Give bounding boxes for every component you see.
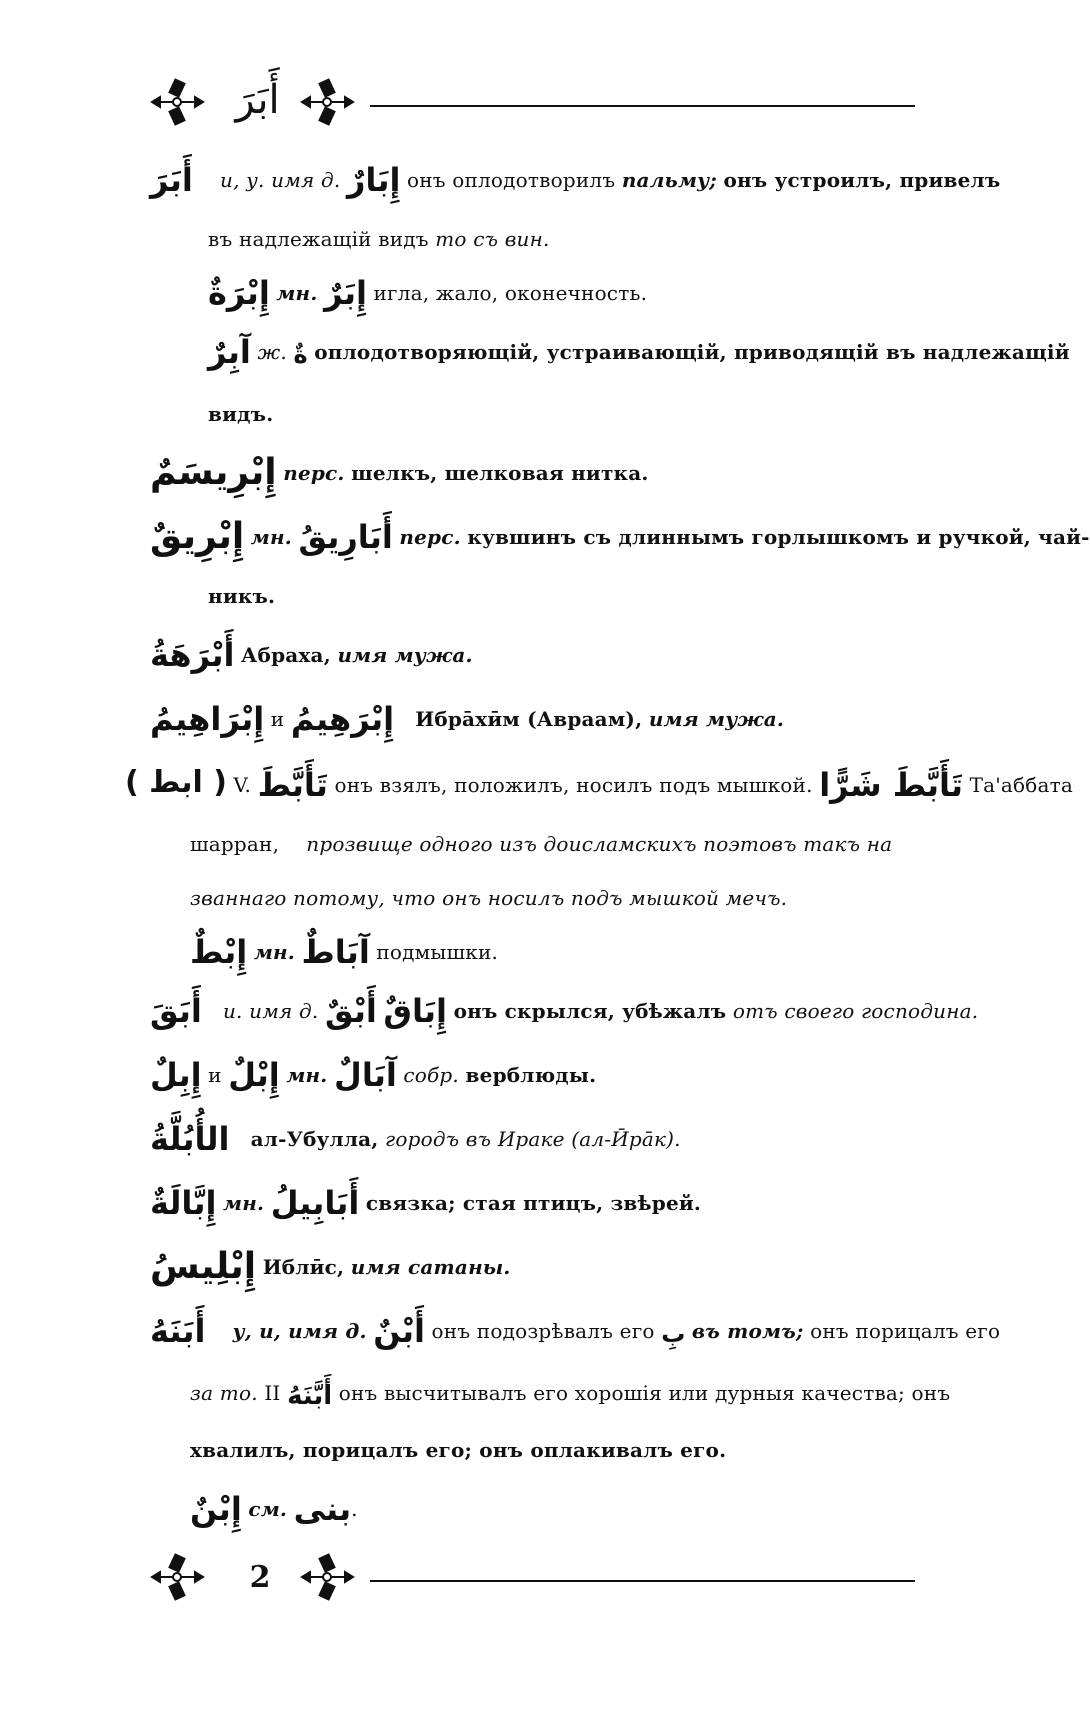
definition-italic: имя сатаны.: [350, 1255, 511, 1279]
arabic-form: آبَاطٌ: [301, 933, 370, 971]
arabic-form: أَبْنٌ: [373, 1312, 425, 1350]
plural-label: мн.: [253, 940, 295, 964]
grammar-label: и. имя д.: [222, 999, 319, 1023]
arabic-form: تَأَبَّطَ: [257, 766, 328, 804]
definition-text: онъ порицалъ его: [810, 1319, 1001, 1343]
entry-line: [150, 817, 920, 871]
definition-text: верблюды.: [465, 1063, 597, 1087]
plural-label: мн.: [286, 1063, 328, 1087]
entry-line: [150, 871, 920, 925]
definition-text: игла, жало, оконечность.: [373, 281, 648, 305]
headword: أَبْرَهَةُ: [150, 636, 235, 674]
entry-line: [150, 212, 920, 266]
entry-line: [150, 148, 1001, 212]
header-word: أَبَرَ: [235, 77, 280, 123]
definition-text: онъ взялъ, положилъ, носилъ подъ мышкой.: [334, 773, 813, 797]
name-text: ал-Убулла,: [250, 1127, 379, 1151]
definition-italic: прозвище одного изъ доисламскихъ поэтовъ такъ на: [306, 832, 893, 856]
arabic-form: إِبْطٌ: [190, 933, 248, 971]
headword: إِبْرِيقٌ: [150, 516, 245, 557]
grammar-label: у, и, имя д.: [232, 1319, 367, 1343]
entry-line: [150, 441, 920, 505]
definition-italic: пальму;: [621, 168, 717, 192]
entry-line: [150, 1423, 920, 1477]
definition-text: кувшинъ съ длиннымъ горлышкомъ и ручкой, чай-: [467, 525, 1090, 549]
arabic-form: إِبْنٌ: [190, 1490, 242, 1528]
entry-line: [150, 1043, 920, 1107]
arabic-form: بنى: [293, 1490, 352, 1528]
arabic-form: أَبَارِيقُ: [298, 518, 393, 556]
definition-italic: имя мужа.: [337, 643, 473, 667]
entry-line: [150, 1366, 951, 1423]
arabic-form: إِبَاقٌ: [383, 992, 448, 1030]
arabic-form: بِ: [661, 1320, 686, 1348]
definition-text: никъ.: [208, 584, 276, 608]
definition-text: связка; стая птицъ, звѣрей.: [365, 1191, 702, 1215]
plural-label: мн.: [250, 525, 292, 549]
definition-text: онъ скрылся, убѣжалъ: [453, 999, 727, 1023]
arabic-form: أَبْقٌ: [325, 992, 377, 1030]
collective-label: собр.: [403, 1063, 459, 1087]
definition-italic: имя мужа.: [648, 707, 785, 731]
entry-line: [150, 925, 920, 979]
arabic-form: إِبْرَهِيمُ: [290, 700, 395, 738]
conjunction-text: и: [270, 707, 285, 731]
plural-label: мн.: [222, 1191, 265, 1215]
language-label: перс.: [399, 525, 461, 549]
definition-text: подмышки.: [376, 940, 499, 964]
arabic-form: إِبْلٌ: [228, 1056, 280, 1094]
definition-italic: званнаго потому, что онъ носилъ подъ мышкой мечъ.: [190, 886, 788, 910]
definition-italic: въ томъ;: [691, 1319, 804, 1343]
definition-text: онъ подозрѣвалъ его: [431, 1319, 655, 1343]
entry-line: [150, 687, 920, 751]
definition-text: онъ оплодотворилъ: [406, 168, 616, 192]
definition-italic: то съ вин.: [435, 227, 550, 251]
arabic-form: أَبَّنَهُ: [287, 1381, 333, 1411]
definition-text: шелкъ, шелковая нитка.: [351, 461, 649, 485]
definition-text: видъ.: [208, 402, 274, 426]
period: .: [351, 1497, 358, 1521]
arabic-form: ةٌ: [293, 341, 308, 369]
arabic-form: آبَالٌ: [334, 1056, 397, 1094]
arabic-form: آبِرٌ: [208, 333, 251, 371]
headword: إِبْرَاهِيمُ: [150, 700, 265, 738]
name-text: Иблӣс,: [262, 1255, 345, 1279]
page-footer: [150, 1545, 915, 1615]
arabic-form: تَأَبَّطَ شَرًّا: [819, 766, 963, 804]
definition-text: въ надлежащій видъ: [208, 227, 429, 251]
language-label: перс.: [283, 461, 345, 485]
see-label: см.: [248, 1497, 288, 1521]
plural-label: мн.: [276, 281, 318, 305]
entry-line: [150, 1235, 920, 1299]
headword: إِبَّالَةٌ: [150, 1184, 217, 1222]
headword: إِبِلٌ: [150, 1056, 202, 1094]
headword: أَبَقَ: [150, 992, 202, 1030]
form-number: II: [264, 1381, 281, 1405]
form-number: V.: [233, 773, 252, 797]
definition-text: оплодотворяющій, устраивающій, приводящій въ надлежащій: [314, 340, 1070, 364]
entry-line: [150, 1299, 1001, 1366]
headword: أَبَنَهُ: [150, 1312, 206, 1350]
headword: إِبْرِيسَمٌ: [150, 452, 277, 493]
name-text: Абраха,: [241, 643, 331, 667]
definition-text: онъ высчитывалъ его хорошія или дурныя качества; онъ: [338, 1381, 951, 1405]
conjunction-text: и: [208, 1063, 222, 1087]
arabic-form: إِبْرَةٌ: [208, 274, 270, 312]
entry-line: [150, 266, 920, 320]
arabic-form: أَبَابِيلُ: [270, 1184, 360, 1222]
right-ornament-icon: [300, 1550, 355, 1605]
definition-text: хвалилъ, порицалъ его; онъ оплакивалъ его.: [190, 1438, 727, 1462]
definition-italic: отъ своего господина.: [732, 999, 979, 1023]
left-ornament-icon: [150, 1550, 205, 1605]
left-ornament-icon: [150, 75, 205, 130]
grammar-label: и, у. имя д.: [220, 168, 341, 192]
right-ornament-icon: [300, 75, 355, 130]
entry-line: [125, 751, 1074, 817]
entry-line: [150, 623, 920, 687]
definition-text: шарран,: [190, 832, 280, 856]
arabic-form: إِبَارٌ: [347, 161, 401, 199]
headword: أَبَرَ: [150, 161, 193, 199]
entry-line: [150, 979, 979, 1043]
name-text: Ибрāхӣм (Авраам),: [415, 707, 643, 731]
entry-line: [150, 1477, 920, 1541]
headword: إِبْلِيسُ: [150, 1246, 257, 1287]
entry-line: [150, 1171, 920, 1235]
definition-text: онъ устроилъ, привелъ: [723, 168, 1001, 192]
entry-line: [150, 320, 1070, 387]
root-label: ( ابط ): [125, 765, 227, 800]
gender-label: ж.: [257, 340, 287, 364]
header-rule: [370, 105, 915, 107]
headword: الأُبُلَّةُ: [150, 1120, 230, 1158]
name-text: Та'аббата: [969, 773, 1074, 797]
entry-line: [150, 569, 920, 623]
page-header: [150, 70, 915, 140]
page-number: 2: [249, 1560, 271, 1595]
definition-italic: за то.: [190, 1381, 258, 1405]
entry-line: [150, 387, 920, 441]
definition-italic: городъ въ Ираке (ал-Ӣрāк).: [385, 1127, 681, 1151]
entry-line: [150, 1107, 920, 1171]
arabic-form: إِبَرٌ: [324, 274, 367, 312]
dictionary-entries: [125, 148, 1090, 1541]
entry-line: [150, 505, 1090, 569]
footer-rule: [370, 1580, 915, 1582]
